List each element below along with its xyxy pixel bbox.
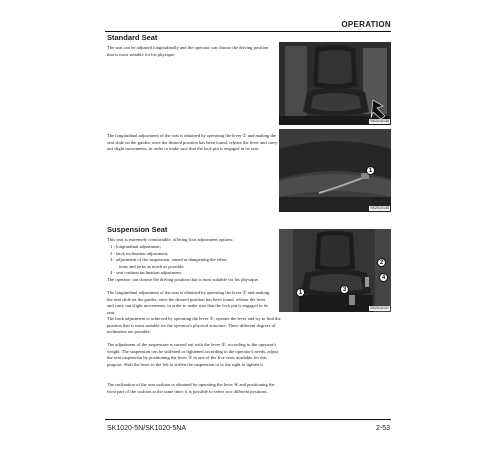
callout-2: 2 [377, 258, 386, 267]
list-item: tions and jerks as much as possible; [119, 263, 185, 269]
suspension-para-5: The inclination of the seat cushion is obtained by operating the lever ④ and positioning the front part of the cushion at the same time; it is possible to select two different positions. [107, 382, 275, 394]
photo-code: SK2010137 [370, 306, 389, 310]
callout-1: 1 [296, 288, 305, 297]
suspension-seat-photo [279, 229, 391, 312]
suspension-seat-heading: Suspension Seat [107, 225, 168, 234]
list-item: 3 - adjustment of the suspension, aimed at dampening the vibra- [110, 257, 228, 263]
list-item: 1 - longitudinal adjustment; [110, 244, 161, 249]
photo-code: SK2010135 [370, 206, 389, 210]
suspension-para-3: The back adjustment is achieved by operating the lever ②; operate the lever and try to find the position that is most suitable for the operator's physical structure. Three different degrees of inclination are possible. [107, 316, 281, 335]
top-rule [105, 31, 391, 32]
list-item: 4 - seat cushion inclination adjustment. [110, 270, 182, 276]
suspension-para-2: The longitudinal adjustment of the seat is obtained by operating the lever ① and making the seat slide on the guides; once the desired position has been found, release the lever and carry out slight movements, in order to make sure that the lock pin is engaged in its seat. [107, 290, 270, 315]
seat-photo-illustration [279, 42, 391, 125]
adjustment-options-list [107, 244, 275, 277]
footer-model: SK1020-5N/SK1020-5NA [107, 425, 186, 432]
suspension-para-1: The operator can choose the driving position that is most suitable for his physique. [107, 277, 259, 282]
section-label: OPERATION [341, 20, 391, 29]
callout-1: 1 [366, 166, 375, 175]
standard-seat-longitudinal: The longitudinal adjustment of the seat is obtained by operating the lever ① and making the seat slide on the guides; once the desired position has been found, release the lever and carry out slight movements, in order to make sure that the lock pin is engaged in its seat. [107, 133, 278, 152]
standard-seat-intro: The seat can be adjusted longitudinally and the operator can choose the driving position that is most suitable for his physique. [107, 45, 269, 57]
suspension-para-4: The adjustment of the suspension is carried out with the lever ③, according to the operator's weight. The suspension can be stiffened or lightened according to the operator's needs; adjust the seat suspension by positioning the lever ③ in one of the five seats available for this purpose. Shift the lever to the left to stiffen the suspension or to the right to lighten it. [107, 342, 279, 367]
standard-seat-heading: Standard Seat [107, 33, 158, 42]
suspension-seat-illustration [279, 229, 391, 312]
suspension-seat-intro: This seat is extremely comfortable, offering four adjustment options: [107, 237, 234, 242]
page-number: 2-53 [375, 425, 390, 432]
callout-3: 3 [340, 285, 349, 294]
photo-code: SK2010136 [370, 119, 389, 123]
list-item: 2 - back inclination adjustment; [110, 250, 169, 256]
bottom-rule [105, 419, 391, 420]
callout-4: 4 [379, 273, 388, 282]
standard-seat-photo [279, 42, 391, 125]
